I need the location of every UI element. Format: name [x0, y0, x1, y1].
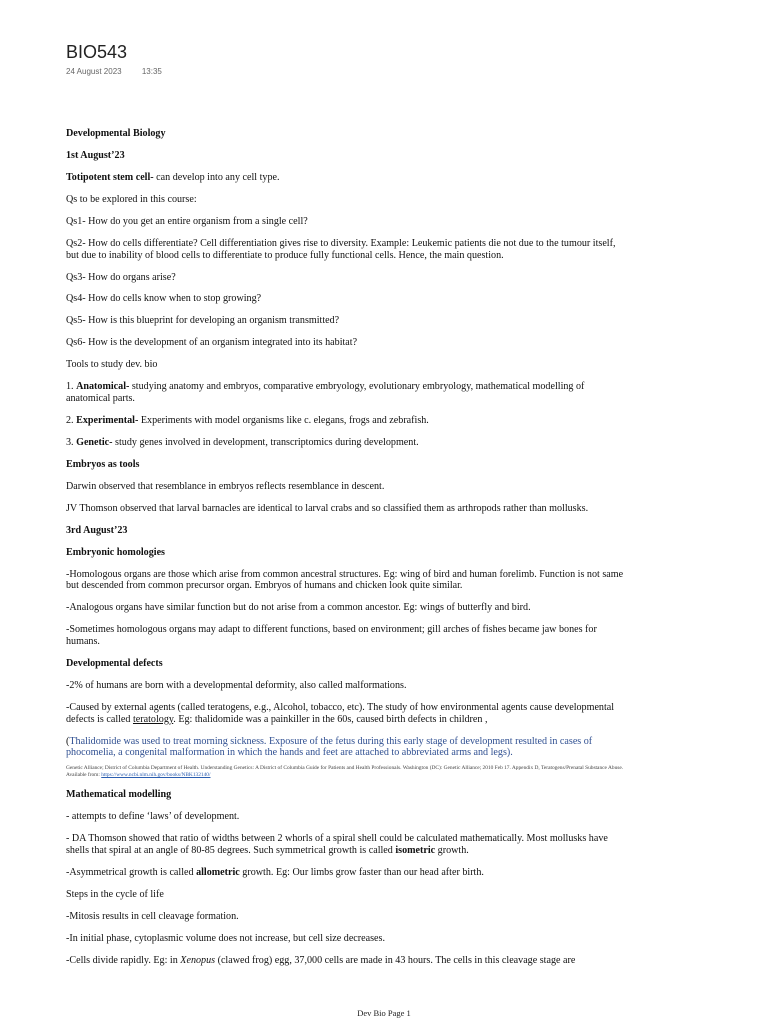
tool-3: [66, 437, 628, 449]
defects-text-b: . Eg: thalidomide was a painkiller in the 60s, caused birth defects in children ,: [173, 713, 488, 725]
quote-text: Thalidomide was used to treat morning sickness. Exposure of the fetus during this early stage of development resulted in cases of phocomelia, a congenital malformation in which the hands and feet are attached to abbreviated arms and legs).: [66, 735, 593, 759]
darwin-paragraph: Darwin observed that resemblance in embryos reflects resemblance in descent.: [66, 480, 385, 492]
page-time: 13:35: [141, 67, 162, 76]
divide-text-c: (clawed frog) egg, 37,000 cells are made in 43 hours. The cells in this cleavage stage are: [215, 954, 576, 966]
tool-3-number: 3.: [66, 436, 77, 448]
cycle-intro: Steps in the cycle of life: [66, 888, 164, 900]
qs3: Qs3- How do organs arise?: [66, 271, 176, 283]
analogous-paragraph: -Analogous organs have similar function but do not arise from a common ancestor. Eg: wings of butterfly and bird.: [66, 602, 531, 614]
tool-1-label: Anatomical-: [76, 381, 130, 393]
course-title: Developmental Biology: [66, 128, 166, 139]
tool-1-text: studying anatomy and embryos, comparative embryology, evolutionary embryology, mathematical modelling of anatomical parts.: [66, 381, 585, 405]
qs6: Qs6- How is the development of an organism integrated into its habitat?: [66, 337, 358, 349]
homologies-heading: Embryonic homologies: [66, 546, 165, 558]
tool-3-label: Genetic-: [76, 436, 113, 448]
totipotent-label: Totipotent stem cell-: [66, 171, 154, 183]
tool-3-text: study genes involved in development, transcriptomics during development.: [112, 436, 419, 448]
qs2: Qs2- How do cells differentiate? Cell differentiation gives rise to diversity. Example: Leukemic patients die not due to the tumour itself, but due to inability of blood cells to differentiate to produce fully functional cells. Hence, the main question.: [66, 237, 616, 261]
qs4: Qs4- How do cells know when to stop growing?: [66, 293, 262, 305]
quote-open: (: [66, 735, 70, 747]
tool-2-text: Experiments with model organisms like c. elegans, frogs and zebrafish.: [138, 415, 429, 426]
defects-text-a: -Caused by external agents (called teratogens, e.g., Alcohol, tobacco, etc). The study of how environmental agents cause developmental defects is called: [66, 702, 615, 725]
math-paragraph-2: [66, 833, 628, 856]
math-paragraph-3: [66, 867, 628, 879]
math3-text-a: -Asymmetrical growth is called: [66, 866, 197, 878]
tool-2-number: 2.: [66, 415, 77, 426]
embryos-heading: Embryos as tools: [66, 458, 140, 470]
math2-text-a: - DA Thomson showed that ratio of widths between 2 whorls of a spiral shell could be calculated mathematically. Most mollusks have shells that spiral at an angle of 80-85 degrees. Such symmetrical growth is called: [66, 833, 608, 856]
thalidomide-quote: [66, 736, 628, 759]
defects-heading: Developmental defects: [66, 658, 163, 670]
qs5: Qs5- How is this blueprint for developing an organism transmitted?: [66, 315, 340, 327]
tool-1: [66, 381, 628, 404]
date-heading-1: 1st August’23: [66, 149, 125, 161]
totipotent-text: can develop into any cell type.: [153, 171, 280, 183]
initial-phase-paragraph: -In initial phase, cytoplasmic volume does not increase, but cell size decreases.: [66, 932, 385, 944]
date-heading-2: 3rd August’23: [66, 524, 128, 536]
homologous-paragraph: -Homologous organs are those which arise from common ancestral structures. Eg: wing of bird and human forelimb. Function is not same but descended from common precursor organ. Embryos of humans and chicken look quite similar.: [66, 568, 624, 592]
mitosis-paragraph: -Mitosis results in cell cleavage formation.: [66, 910, 239, 922]
qs1: Qs1- How do you get an entire organism from a single cell?: [66, 215, 308, 227]
xenopus-term: Xenopus: [180, 954, 216, 966]
isometric-term: isometric: [395, 844, 436, 856]
citation-text: Genetic Alliance; District of Columbia Department of Health. Understanding Genetics: A District of Columbia Guide for Patients and Health Professionals. Washington (DC): Genetic Alliance; 2010 Feb 17. Appendix D, Teratogens/Prenatal Substance Abuse. Available from:: [66, 765, 624, 779]
tool-2: [66, 415, 628, 427]
tools-intro: Tools to study dev. bio: [66, 359, 158, 371]
adapt-paragraph: -Sometimes homologous organs may adapt to different functions, based on environment; gill arches of fishes became jaw bones for humans.: [66, 624, 597, 648]
math2-text-c: growth.: [435, 844, 469, 856]
divide-text-a: -Cells divide rapidly. Eg: in: [66, 954, 181, 966]
page-date: 24 August 2023: [66, 67, 122, 76]
citation-link[interactable]: https://www.ncbi.nlm.nih.gov/books/NBK132140/: [101, 772, 211, 779]
defects-paragraph-2: [66, 702, 628, 725]
note-content[interactable]: [66, 128, 628, 977]
divide-paragraph: [66, 955, 628, 967]
page-title: BIO543: [66, 42, 128, 62]
thomson-paragraph: JV Thomson observed that larval barnacles are identical to larval crabs and so classified them as arthropods rather than mollusks.: [66, 502, 589, 514]
totipotent-paragraph: [66, 172, 628, 184]
math3-text-c: growth. Eg: Our limbs grow faster than our head after birth.: [239, 866, 484, 878]
citation: [66, 765, 628, 779]
page-meta: [66, 67, 162, 76]
allometric-term: allometric: [196, 866, 240, 878]
page-footer: Dev Bio Page 1: [357, 1008, 411, 1018]
tool-1-number: 1.: [66, 381, 77, 393]
qs-intro: Qs to be explored in this course:: [66, 193, 197, 205]
teratology-term: teratology: [132, 713, 174, 725]
defects-paragraph-1: -2% of humans are born with a developmental deformity, also called malformations.: [66, 680, 407, 692]
math-paragraph-1: - attempts to define ‘laws’ of development.: [66, 811, 240, 823]
math-heading: Mathematical modelling: [66, 789, 172, 801]
tool-2-label: Experimental-: [76, 415, 139, 426]
